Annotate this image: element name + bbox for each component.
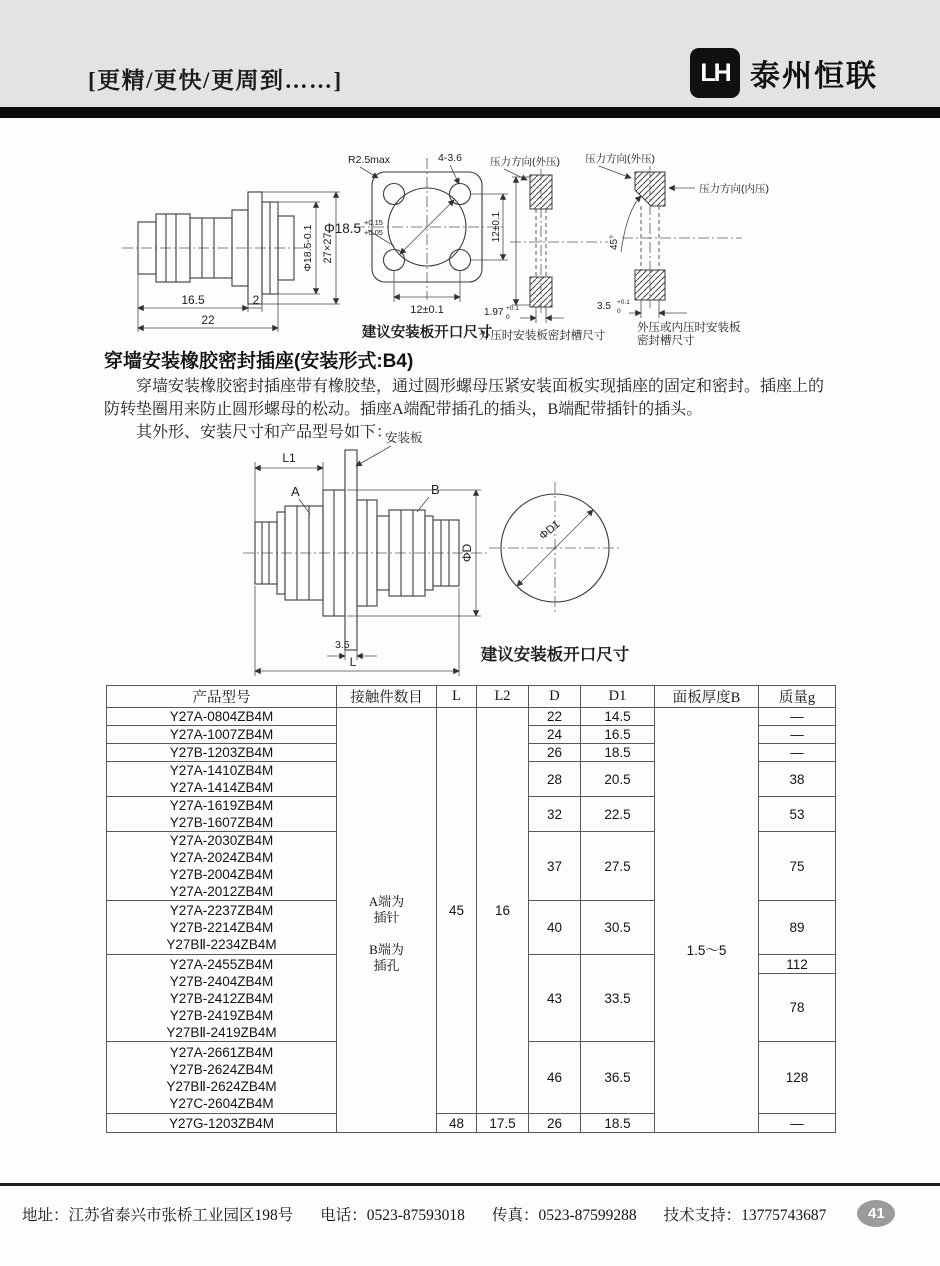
contact-line: A端为 — [368, 894, 405, 909]
end-b-label: B — [431, 482, 440, 497]
dim-plate-thickness: 3.5 — [335, 639, 350, 651]
model-cell — [107, 832, 337, 901]
model-cell — [107, 1042, 337, 1114]
col-model: 产品型号 — [107, 686, 337, 708]
d-cell: 43 — [529, 955, 581, 1042]
contact-line: 插针 — [373, 910, 400, 925]
footer-phone: 电话：0523-87593018 — [320, 1206, 465, 1224]
model-line: Y27C-2604ZB4M — [169, 1095, 274, 1111]
dim-22: 22 — [201, 313, 215, 327]
model-line: Y27A-1414ZB4M — [169, 780, 274, 795]
d1-cell: 22.5 — [581, 797, 655, 832]
model-line: Y27BⅡ-2624ZB4M — [166, 1078, 277, 1094]
d1-cell: 14.5 — [581, 708, 655, 726]
footer-rule — [0, 1183, 940, 1186]
radius-label: R2.5max — [348, 154, 391, 166]
seal2-caption-line2: 密封槽尺寸 — [637, 335, 695, 347]
brand-logo — [690, 48, 878, 98]
brand-logo-icon — [690, 48, 740, 98]
model-line: Y27A-2237ZB4M — [169, 903, 274, 918]
footer-address: 地址：江苏省泰兴市张桥工业园区198号 — [22, 1206, 294, 1224]
l2-main-cell: 16 — [477, 708, 529, 1114]
footer-fax: 传真：0523-87599288 — [491, 1206, 637, 1224]
table-header-row — [107, 686, 836, 708]
groove-width-dim2: 3.5 — [597, 301, 611, 312]
groove-tol-lower2: 0 — [617, 308, 621, 315]
product-table — [106, 685, 836, 1133]
seal-groove-both-drawing — [577, 148, 847, 348]
phi-tol-upper: +0.15 — [364, 218, 383, 227]
model-line: Y27B-2004ZB4M — [169, 867, 274, 882]
model-cell — [107, 797, 337, 832]
col-contacts: 接触件数目 — [337, 686, 437, 708]
weight-cell: 78 — [759, 974, 836, 1042]
dim-phi-d: ΦD — [460, 543, 474, 563]
col-l2: L2 — [477, 686, 529, 708]
weight-cell: — — [759, 708, 836, 726]
contact-note-cell — [337, 708, 437, 1133]
weight-cell: 53 — [759, 797, 836, 832]
assembly-caption: 建议安装板开口尺寸 — [480, 646, 630, 664]
pressure-direction-external-label: 压力方向(外压) — [490, 156, 560, 168]
weight-cell: — — [759, 1114, 836, 1133]
model-cell: Y27A-1007ZB4M — [107, 726, 337, 744]
weight-cell: 38 — [759, 762, 836, 797]
groove-tol-upper: +0.1 — [506, 305, 519, 312]
d1-cell: 20.5 — [581, 762, 655, 797]
panel-b-value: 1.5～5 — [686, 943, 727, 958]
end-a-label: A — [291, 484, 300, 499]
model-line: Y27BⅡ-2234ZB4M — [166, 937, 277, 952]
weight-cell: 89 — [759, 901, 836, 955]
dim-phi-d1: ΦD1 — [537, 518, 563, 543]
seal2-caption-line1: 外压或内压时安装板 — [637, 322, 741, 334]
d1-cell: 16.5 — [581, 726, 655, 744]
dim-16-5: 16.5 — [181, 293, 205, 307]
groove-tol-lower: 0 — [506, 314, 510, 321]
d1-cell: 27.5 — [581, 832, 655, 901]
model-line: Y27B-2624ZB4M — [169, 1061, 274, 1077]
model-line: Y27B-2419ZB4M — [169, 1007, 274, 1023]
d-cell: 32 — [529, 797, 581, 832]
model-line: Y27A-2661ZB4M — [169, 1044, 274, 1060]
contact-line: 插孔 — [373, 958, 400, 973]
d1-cell: 33.5 — [581, 955, 655, 1042]
chamfer-angle: 45° — [609, 234, 620, 250]
model-line: Y27A-2030ZB4M — [169, 833, 274, 848]
model-line: Y27B-2404ZB4M — [169, 973, 274, 989]
table-row — [107, 708, 836, 726]
model-cell — [107, 762, 337, 797]
l-cell: 48 — [437, 1114, 477, 1133]
model-line: Y27BⅡ-2419ZB4M — [166, 1024, 277, 1040]
flange-caption: 建议安装板开口尺寸 — [361, 325, 493, 341]
col-d1: D1 — [581, 686, 655, 708]
model-line: Y27A-2024ZB4M — [169, 850, 274, 865]
panel-b-cell — [655, 708, 759, 1133]
page-number-badge: 41 — [857, 1200, 895, 1227]
dim-l1: L1 — [282, 451, 296, 465]
d-cell: 40 — [529, 901, 581, 955]
model-cell — [107, 955, 337, 1042]
pressure-direction-internal-label: 压力方向(内压) — [699, 183, 769, 195]
model-line: Y27A-2455ZB4M — [169, 956, 274, 972]
assembly-drawing — [235, 428, 715, 683]
d1-cell: 30.5 — [581, 901, 655, 955]
col-panel-b: 面板厚度B — [655, 686, 759, 708]
model-line: Y27A-2012ZB4M — [169, 884, 274, 899]
model-cell: Y27B-1203ZB4M — [107, 744, 337, 762]
d1-cell: 18.5 — [581, 1114, 655, 1133]
d-cell: 26 — [529, 1114, 581, 1133]
mounting-plate-label: 安装板 — [385, 431, 423, 445]
brand-name: 泰州恒联 — [750, 60, 878, 93]
col-weight: 质量g — [759, 686, 836, 708]
header-divider-bar — [0, 107, 940, 118]
weight-cell: 112 — [759, 955, 836, 974]
d-cell: 28 — [529, 762, 581, 797]
weight-cell: 128 — [759, 1042, 836, 1114]
seal1-caption: 外压时安装板密封槽尺寸 — [478, 330, 606, 342]
phi-opening-label: Φ18.5 — [324, 221, 362, 236]
weight-cell: 75 — [759, 832, 836, 901]
d-cell: 24 — [529, 726, 581, 744]
col-d: D — [529, 686, 581, 708]
dim-27x27: 27×27 — [322, 232, 334, 264]
l-main-cell: 45 — [437, 708, 477, 1114]
contact-line: B端为 — [369, 942, 404, 957]
d-cell: 26 — [529, 744, 581, 762]
paragraph-line1: 穿墙安装橡胶密封插座带有橡胶垫，通过圆形螺母压紧安装面板实现插座的固定和密封。插座上的 — [136, 378, 825, 395]
paragraph-line2: 防转垫圈用来防止圆形螺母的松动。插座A端配带插孔的插头，B端配带插针的插头。 — [104, 401, 703, 418]
hole-pitch-horizontal: 12±0.1 — [410, 304, 444, 316]
footer — [22, 1200, 918, 1227]
model-line: Y27B-2412ZB4M — [169, 990, 274, 1006]
d-cell: 46 — [529, 1042, 581, 1114]
dim-2: 2 — [252, 293, 260, 307]
phi-tol-lower: +0.05 — [364, 228, 383, 237]
groove-width-dim: 1.97 — [484, 307, 504, 318]
hole-pitch-vertical: 12±0.1 — [491, 211, 502, 243]
dim-phi18-5: Φ18.5-0.1 — [302, 224, 314, 272]
paragraph-line3: 其外形、安装尺寸和产品型号如下： — [136, 424, 393, 441]
model-line: Y27A-1619ZB4M — [169, 798, 274, 813]
model-line: Y27B-1607ZB4M — [169, 815, 274, 830]
logo-letters: LH — [700, 58, 730, 87]
model-cell — [107, 901, 337, 955]
model-cell: Y27G-1203ZB4M — [107, 1114, 337, 1133]
header-slogan: [更精/更快/更周到……] — [88, 68, 343, 93]
d1-cell: 18.5 — [581, 744, 655, 762]
weight-cell: — — [759, 726, 836, 744]
weight-cell: — — [759, 744, 836, 762]
header-band — [0, 0, 940, 107]
model-cell: Y27A-0804ZB4M — [107, 708, 337, 726]
d1-cell: 36.5 — [581, 1042, 655, 1114]
model-line: Y27A-1410ZB4M — [169, 763, 274, 778]
section-title: 穿墙安装橡胶密封插座(安装形式:B4) — [104, 351, 414, 372]
d-cell: 22 — [529, 708, 581, 726]
l2-cell: 17.5 — [477, 1114, 529, 1133]
dim-l: L — [349, 655, 357, 669]
model-line: Y27B-2214ZB4M — [169, 920, 274, 935]
d-cell: 37 — [529, 832, 581, 901]
groove-tol-upper2: +0.1 — [617, 299, 630, 306]
footer-support: 技术支持：13775743687 — [663, 1206, 827, 1224]
pressure-direction-external-label2: 压力方向(外压) — [585, 153, 655, 165]
holes-label: 4-3.6 — [438, 152, 462, 164]
col-l: L — [437, 686, 477, 708]
